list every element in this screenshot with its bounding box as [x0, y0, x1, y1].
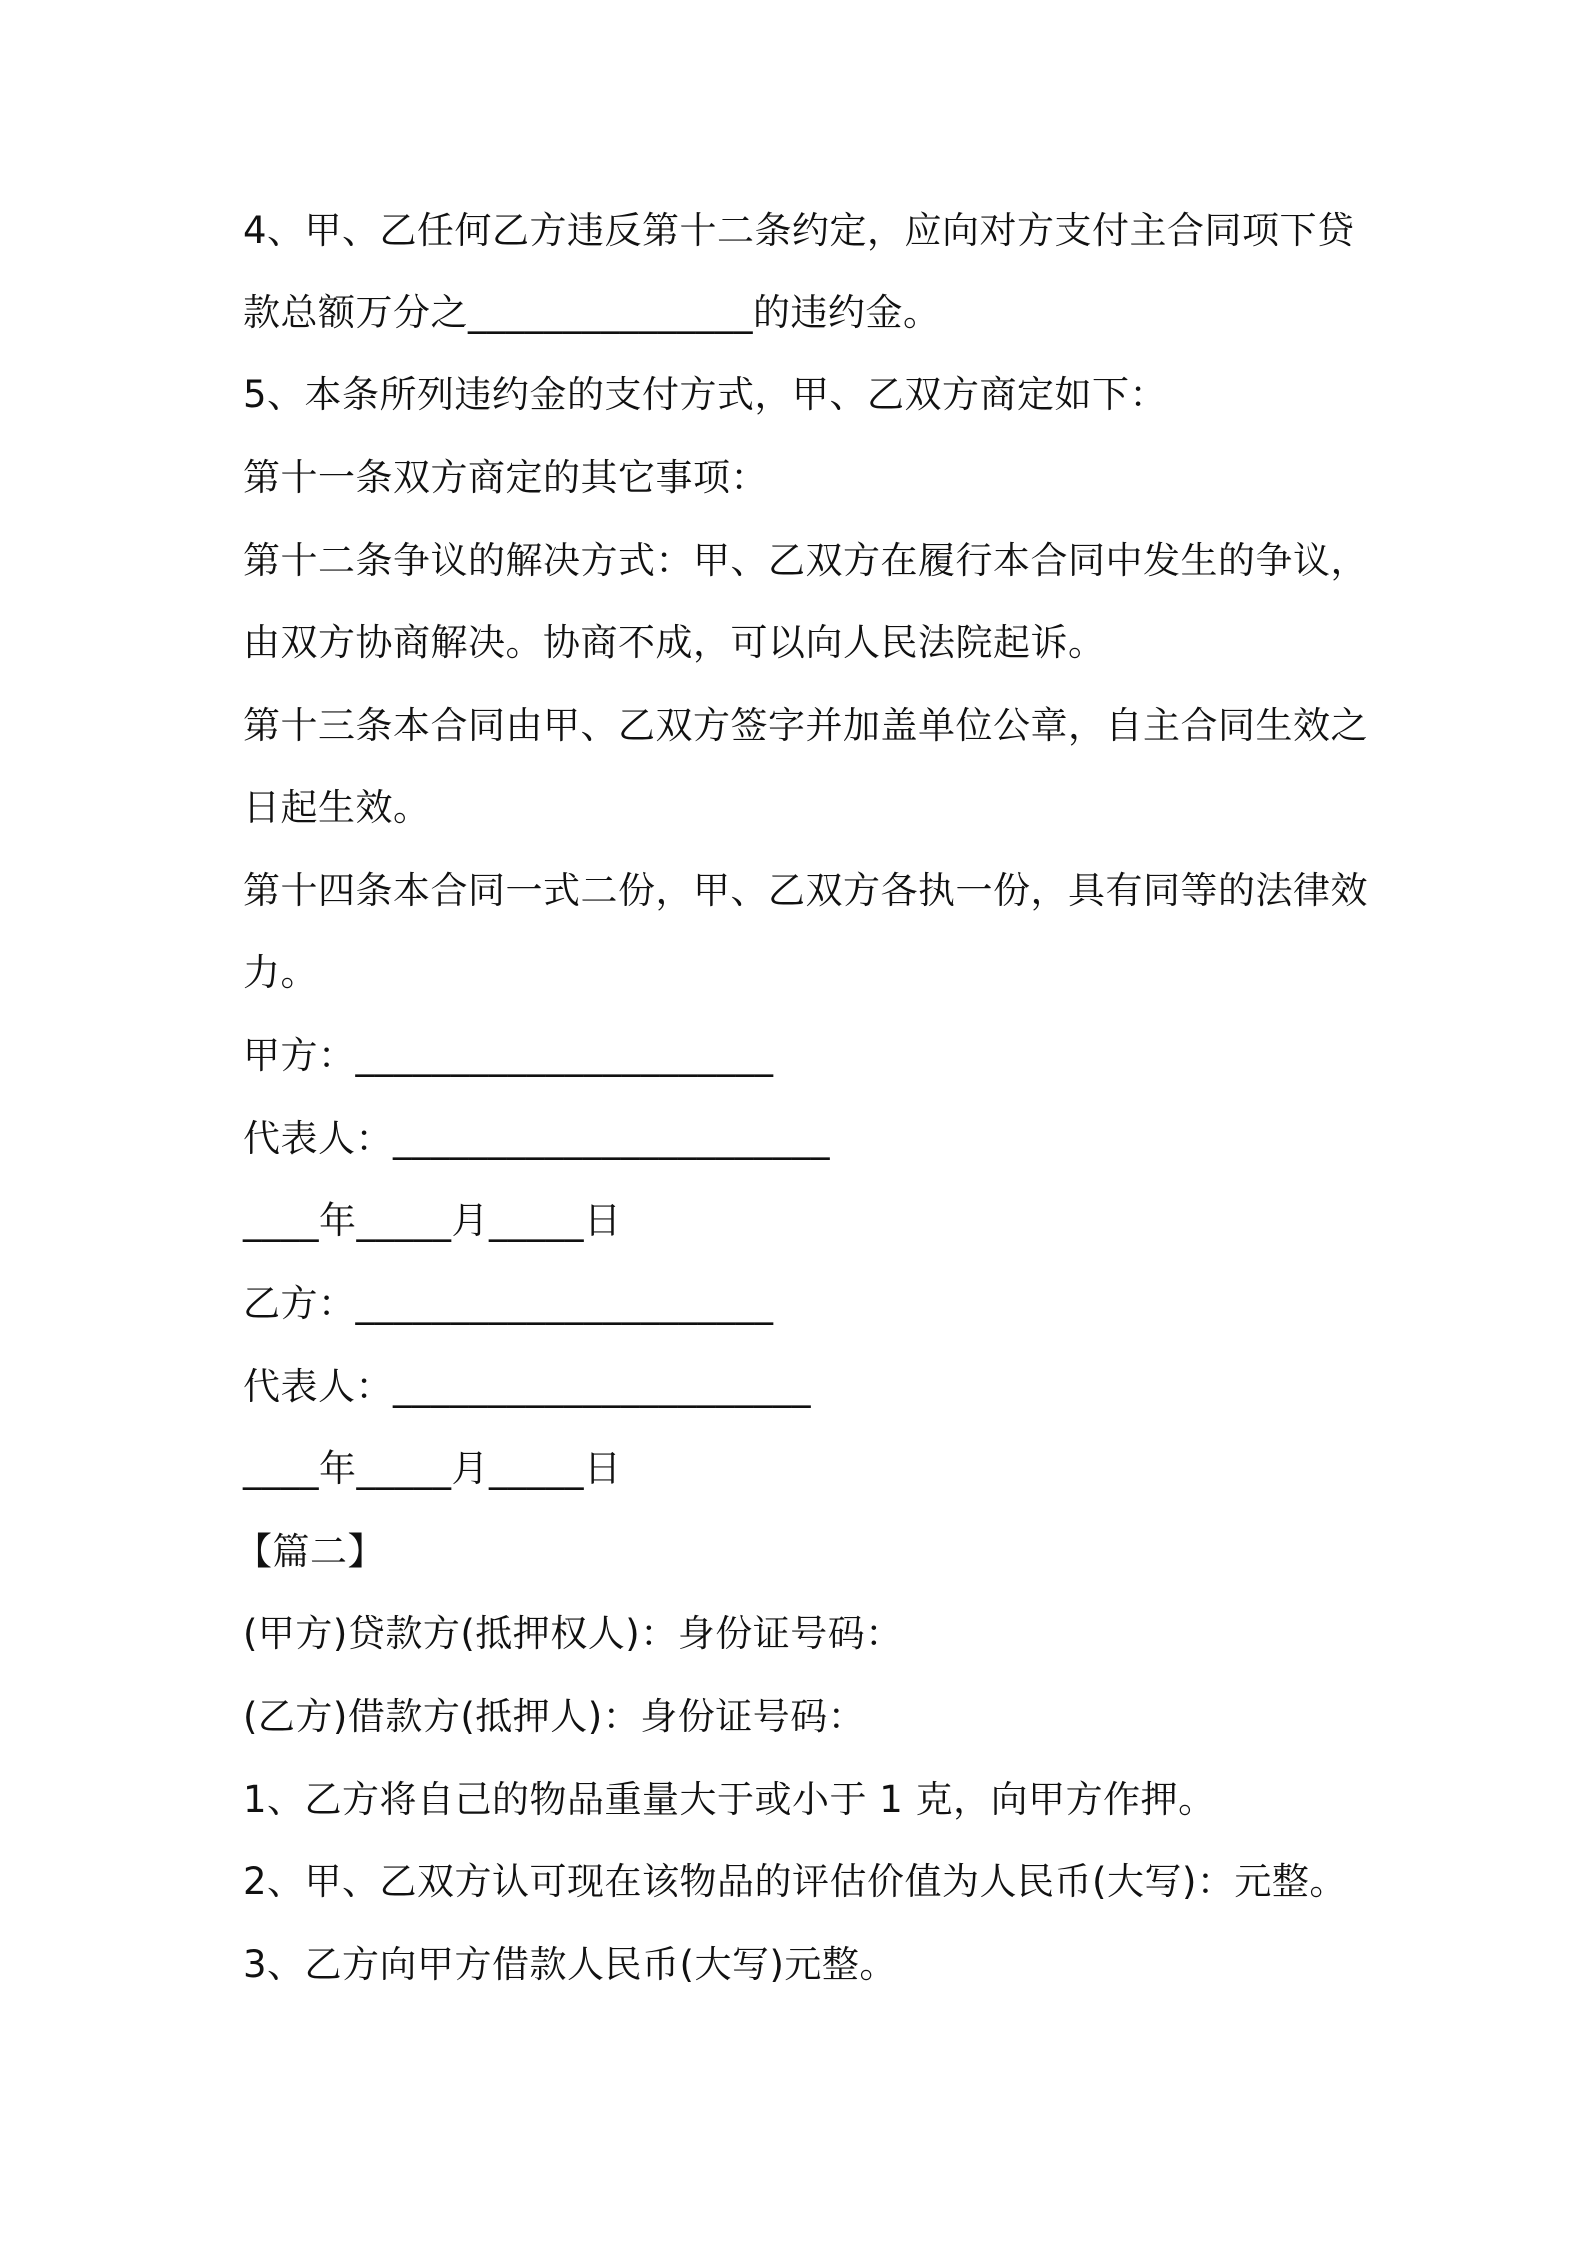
article-14-line-2: 力。	[243, 951, 318, 994]
article-14-line-1: 第十四条本合同一式二份，甲、乙双方各执一份，具有同等的法律效	[243, 869, 1368, 912]
article-12-line-2: 由双方协商解决。协商不成，可以向人民法院起诉。	[243, 621, 1106, 664]
section-heading: 【篇二】	[235, 1530, 385, 1573]
clause-5: 5、本条所列违约金的支付方式，甲、乙双方商定如下：	[243, 373, 1168, 416]
clause-4-line-2: 款总额万分之_______________的违约金。	[243, 291, 941, 334]
party-a-representative: 代表人：_______________________	[243, 1117, 830, 1160]
item-3: 3、乙方向甲方借款人民币(大写)元整。	[243, 1943, 897, 1986]
article-13-line-2: 日起生效。	[243, 786, 431, 829]
party-b-date: ____年_____月_____日	[243, 1447, 622, 1490]
article-11: 第十一条双方商定的其它事项：	[243, 456, 768, 499]
item-2: 2、甲、乙双方认可现在该物品的评估价值为人民币(大写)：元整。	[243, 1860, 1347, 1903]
article-13-line-1: 第十三条本合同由甲、乙双方签字并加盖单位公章，自主合同生效之	[243, 704, 1368, 747]
item-1: 1、乙方将自己的物品重量大于或小于 1 克，向甲方作押。	[243, 1778, 1216, 1821]
party-b-signature: 乙方：______________________	[243, 1282, 774, 1325]
lender-line: (甲方)贷款方(抵押权人)：身份证号码：	[243, 1612, 903, 1655]
party-a-signature: 甲方：______________________	[243, 1034, 774, 1077]
party-b-representative: 代表人：______________________	[243, 1365, 811, 1408]
clause-4-line-1: 4、甲、乙任何乙方违反第十二条约定，应向对方支付主合同项下贷	[243, 209, 1355, 252]
article-12-line-1: 第十二条争议的解决方式：甲、乙双方在履行本合同中发生的争议，	[243, 539, 1368, 582]
borrower-line: (乙方)借款方(抵押人)：身份证号码：	[243, 1695, 866, 1738]
party-a-date: ____年_____月_____日	[243, 1199, 622, 1242]
